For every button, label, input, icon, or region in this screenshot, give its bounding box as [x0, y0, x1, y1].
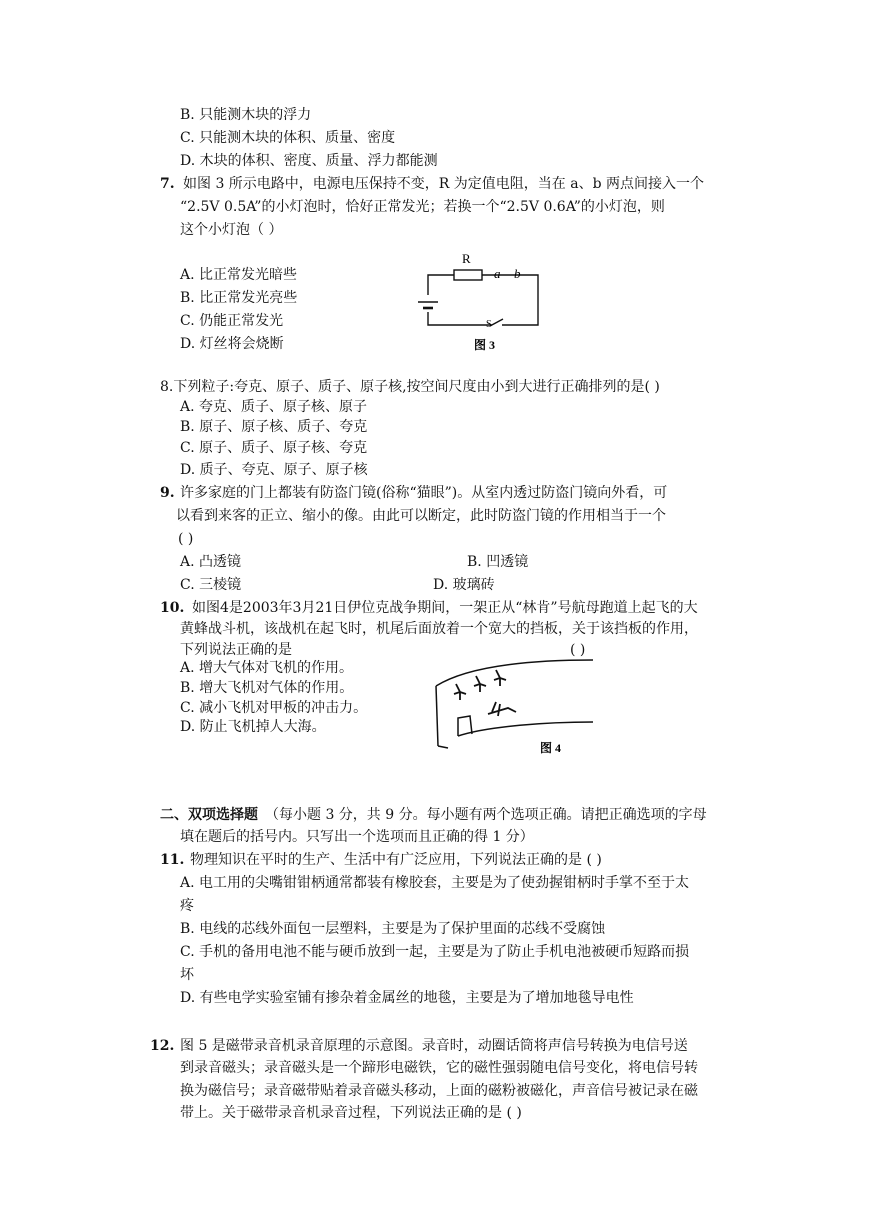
q7-number: 7.: [160, 176, 175, 192]
q11-option-a-line2: 疼: [180, 898, 194, 914]
q12-stem-line1: 图 5 是磁带录音机录音原理的示意图。录音时，动圈话筒将声信号转换为电信号送: [180, 1038, 688, 1054]
q9-stem-line3: ( ): [178, 531, 194, 547]
q9-stem-line2: 以看到来客的正立、缩小的像。由此可以断定，此时防盗门镜的作用相当于一个: [176, 508, 666, 524]
q12-stem-line2: 到录音磁头；录音磁头是一个蹄形电磁铁，它的磁性强弱随电信号变化，将电信号转: [180, 1060, 698, 1076]
q8-option-b: B. 原子、原子核、质子、夸克: [180, 419, 368, 435]
q7-stem-line1: 如图 3 所示电路中，电源电压保持不变，R 为定值电阻，当在 a、b 两点间接入一个: [183, 176, 705, 192]
q7-option-a: A. 比正常发光暗些: [180, 267, 298, 283]
section2-instructions-line2: 填在题后的括号内。只写出一个选项而且正确的得 1 分）: [180, 829, 534, 845]
q7-stem-line3: 这个小灯泡（ ）: [180, 222, 283, 238]
q8-option-d: D. 质子、夸克、原子、原子核: [180, 462, 368, 478]
circuit-label-b: b: [514, 266, 521, 281]
q11-stem: 物理知识在平时的生产、生活中有广泛应用，下列说法正确的是 ( ): [190, 852, 602, 868]
q11-number: 11.: [160, 852, 185, 868]
q9-stem-line1: 许多家庭的门上都装有防盗门镜(俗称“猫眼”)。从室内透过防盗门镜向外看，可: [180, 485, 668, 501]
circuit-label-a: a: [494, 266, 501, 281]
q7-option-c: C. 仍能正常发光: [180, 313, 284, 329]
q12-stem-line4: 带上。关于磁带录音机录音过程，下列说法正确的是 ( ): [180, 1105, 522, 1121]
q10-option-a: A. 增大气体对飞机的作用。: [180, 660, 354, 676]
circuit-label-r: R: [462, 251, 471, 266]
q8-option-a: A. 夸克、质子、原子核、原子: [180, 399, 368, 415]
circuit-label-s: S: [486, 319, 492, 330]
q9-option-c: C. 三棱镜: [180, 577, 242, 593]
q11-option-d: D. 有些电学实验室铺有掺杂着金属丝的地毯，主要是为了增加地毯导电性: [180, 990, 634, 1006]
q9-option-a: A. 凸透镜: [180, 554, 242, 570]
q10-option-c: C. 减小飞机对甲板的冲击力。: [180, 700, 368, 716]
carrier-figure4: [428, 656, 598, 762]
q10-stem-line3: 下列说法正确的是: [180, 642, 292, 658]
q9-number: 9.: [160, 485, 175, 501]
figure4-caption: 图 4: [540, 741, 562, 755]
q8-option-c: C. 原子、质子、原子核、夸克: [180, 440, 368, 456]
q10-stem-line1: 如图4是2003年3月21日伊位克战争期间，一架正从“林肯”号航母跑道上起飞的大: [192, 600, 698, 616]
section2-instructions-line1: （每小题 3 分，共 9 分。每小题有两个选项正确。请把正确选项的字母: [265, 807, 707, 823]
q12-number: 12.: [150, 1038, 175, 1054]
q10-number: 10.: [160, 600, 185, 616]
figure3-caption: 图 3: [474, 338, 496, 352]
q7-option-b: B. 比正常发光亮些: [180, 290, 298, 306]
q12-stem-line3: 换为磁信号；录音磁带贴着录音磁头移动，上面的磁粉被磁化，声音信号被记录在磁: [180, 1083, 698, 1099]
aircraft-icons: [454, 670, 516, 716]
q6-option-d: D. 木块的体积、密度、质量、浮力都能测: [180, 153, 438, 169]
q11-option-c-line1: C. 手机的备用电池不能与硬币放到一起，主要是为了防止手机电池被硬币短路而损: [180, 944, 690, 960]
q11-option-a-line1: A. 电工用的尖嘴钳钳柄通常都装有橡胶套，主要是为了使劲握钳柄时手掌不至于太: [180, 875, 690, 891]
q11-option-c-line2: 坏: [180, 967, 194, 983]
q7-stem-line2: “2.5V 0.5A”的小灯泡时，恰好正常发光；若换一个“2.5V 0.6A”的小灯泡，则: [180, 199, 665, 215]
circuit-diagram-fig3: [410, 245, 555, 355]
q10-option-d: D. 防止飞机掉人大海。: [180, 719, 326, 735]
q11-option-b: B. 电线的芯线外面包一层塑料，主要是为了保护里面的芯线不受腐蚀: [180, 921, 606, 937]
q10-stem-line2: 黄蜂战斗机，该战机在起飞时，机尾后面放着一个宽大的挡板，关于该挡板的作用，: [180, 621, 698, 637]
q6-option-b: B. 只能测木块的浮力: [180, 107, 312, 123]
q10-answer-bracket: ( ): [570, 642, 586, 658]
q7-option-d: D. 灯丝将会烧断: [180, 336, 284, 352]
q8-stem: 8.下列粒子:夸克、原子、质子、原子核,按空间尺度由小到大进行正确排列的是( ): [160, 379, 660, 395]
q9-option-d: D. 玻璃砖: [433, 577, 495, 593]
q10-option-b: B. 增大飞机对气体的作用。: [180, 680, 354, 696]
q9-option-b: B. 凹透镜: [467, 554, 529, 570]
q6-option-c: C. 只能测木块的体积、质量、密度: [180, 130, 396, 146]
section2-title: 二、双项选择题: [160, 807, 258, 823]
